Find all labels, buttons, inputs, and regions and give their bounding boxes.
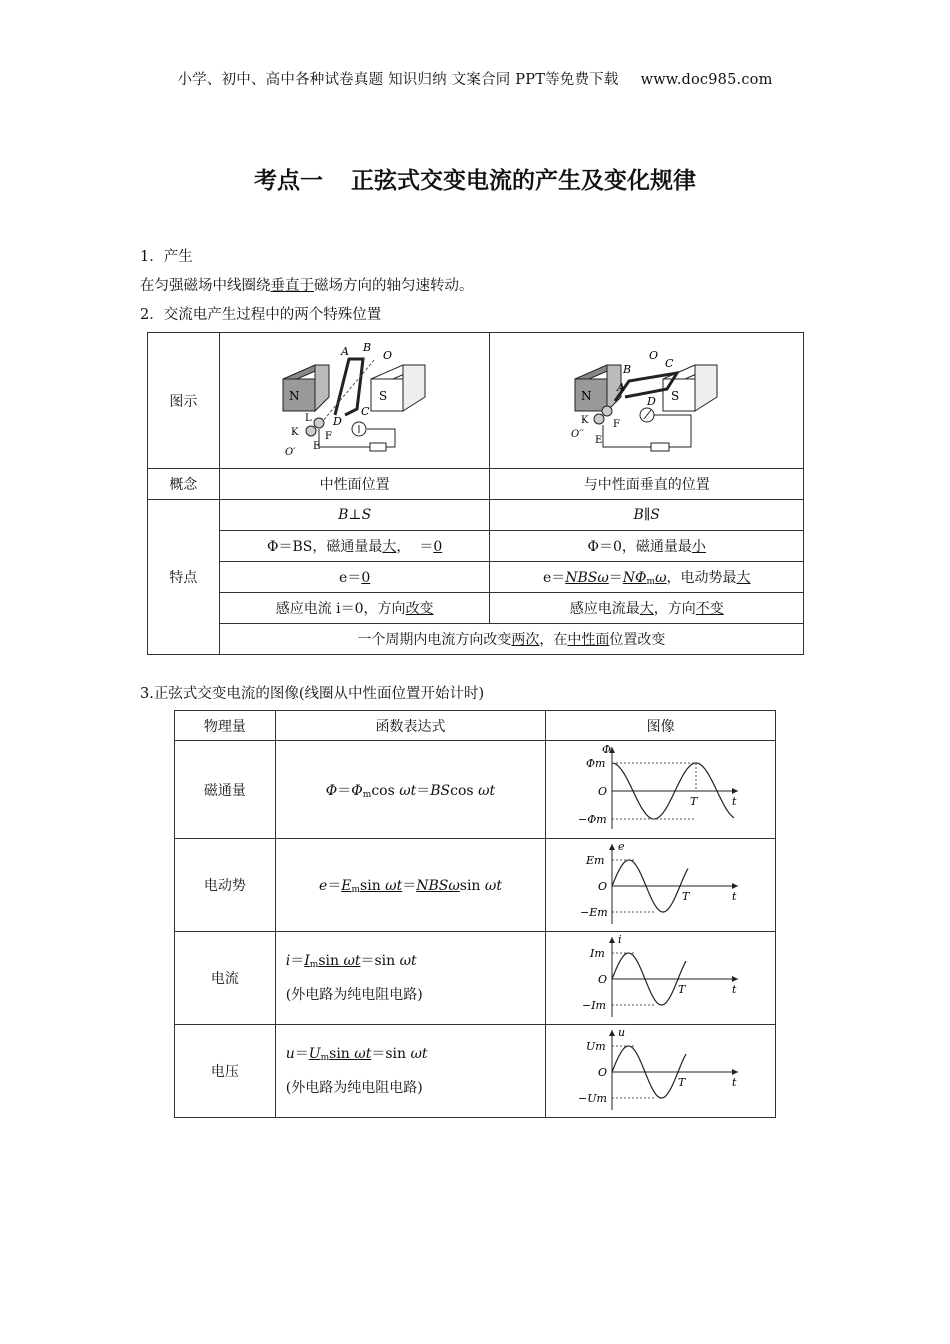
svg-text:N: N [580,388,592,403]
svg-text:−Em: −Em [579,906,608,919]
concept-right: 与中性面垂直的位置 [490,469,804,500]
svg-text:Um: Um [585,1040,606,1053]
svg-text:u: u [617,1026,625,1039]
flux-bottom-label: −Φm [577,812,607,826]
current-name: 电流 [175,932,276,1025]
header-graph: 图像 [546,711,776,741]
svg-text:T: T [681,890,689,903]
graphs-table [174,710,776,1118]
svg-text:K: K [580,414,589,426]
page-header [0,68,950,89]
row-label-diagram: 图示 [148,333,220,469]
svg-text:O′: O′ [284,446,296,458]
svg-text:Em: Em [585,854,605,867]
voltage-graph [546,1025,776,1118]
emf-right: $e=NBS\omega=N\Phi_m\omega$，电动势最大 [490,562,804,593]
header-url[interactable]: www.doc985.com [640,72,773,88]
emf-name: 电动势 [175,839,276,932]
svg-text:O′′: O′′ [570,428,584,440]
current-left: 感应电流 i＝0，方向改变 [219,593,490,624]
svg-text:t: t [731,983,736,996]
svg-text:O: O [648,348,658,362]
svg-text:F: F [324,430,332,442]
svg-text:E: E [594,434,603,446]
svg-text:−Im: −Im [581,999,606,1012]
row-label-concept: 概念 [148,469,220,500]
section3-heading: 3.正弦式交变电流的图像(线圈从中性面位置开始计时) [140,686,485,702]
row-label-feature: 特点 [148,500,220,655]
flux-name: 磁通量 [175,741,276,839]
header-formula: 函数表达式 [275,711,545,741]
header-text: 小学、初中、高中各种试卷真题 知识归纳 文案合同 PPT等免费下载 [177,72,619,88]
emf-graph [546,839,776,932]
svg-text:t: t [731,1076,736,1089]
section1-text: 在匀强磁场中线圈绕垂直于磁场方向的轴匀速转动。 [140,278,474,294]
svg-text:C: C [664,356,674,370]
svg-text:S: S [378,388,387,403]
flux-formula: $\Phi=\Phi_m\cos$ ωt＝BScos ωt [275,741,545,839]
svg-text:e: e [617,840,625,853]
emf-left: e＝0 [219,562,490,593]
svg-text:E: E [312,440,320,452]
svg-text:C: C [360,404,370,418]
neutral-plane-diagram [219,333,490,469]
svg-text:T: T [677,1076,685,1089]
emf-formula: $e=E_m\sin$ ωt＝NBSωsin ωt [275,839,545,932]
bs-left: B⊥S [219,500,490,531]
svg-text:O: O [382,348,392,362]
page-title [0,162,950,195]
current-formula: $i=I_m\sin$ ωt＝sin ωt (外电路为纯电阻电路) [275,932,545,1025]
svg-text:F: F [612,418,620,430]
svg-text:O: O [597,784,607,798]
section2-heading: 2．交流电产生过程中的两个特殊位置 [140,307,382,323]
svg-text:S: S [670,388,679,403]
header-quantity: 物理量 [175,711,276,741]
svg-text:B: B [362,340,371,354]
svg-text:T: T [689,794,697,808]
svg-text:D: D [646,394,656,408]
svg-text:T: T [677,983,685,996]
bs-right: B∥S [490,500,804,531]
svg-text:L: L [304,412,312,424]
voltage-formula: $u=U_m\sin$ ωt＝sin ωt (外电路为纯电阻电路) [275,1025,545,1118]
flux-right: Φ＝0，磁通量最小 [490,531,804,562]
svg-text:i: i [617,933,622,946]
svg-text:O: O [597,973,607,986]
title-part1: 考点一 [254,168,323,194]
svg-text:N: N [288,388,300,403]
svg-text:A: A [340,344,349,358]
svg-text:Φ: Φ [601,742,611,756]
current-graph [546,932,776,1025]
flux-top-label: Φm [585,756,606,770]
current-right: 感应电流最大，方向不变 [490,593,804,624]
svg-text:B: B [622,362,631,376]
title-part2: 正弦式交变电流的产生及变化规律 [351,168,696,194]
svg-text:O: O [597,1066,607,1079]
svg-text:t: t [731,890,736,903]
svg-text:A: A [616,380,625,394]
svg-text:K: K [290,426,299,438]
concept-left: 中性面位置 [219,469,490,500]
flux-left: Φ＝BS，磁通量最大， ＝0 [219,531,490,562]
special-positions-table [147,332,804,655]
perpendicular-plane-diagram [490,333,804,469]
voltage-name: 电压 [175,1025,276,1118]
svg-text:−Um: −Um [577,1092,607,1105]
svg-text:Im: Im [589,947,605,960]
svg-text:O: O [597,880,607,893]
svg-text:D: D [332,414,342,428]
summary-cell: 一个周期内电流方向改变两次，在中性面位置改变 [219,624,803,655]
section1-heading: 1．产生 [140,249,193,265]
svg-text:t: t [731,794,736,808]
flux-graph [546,741,776,839]
